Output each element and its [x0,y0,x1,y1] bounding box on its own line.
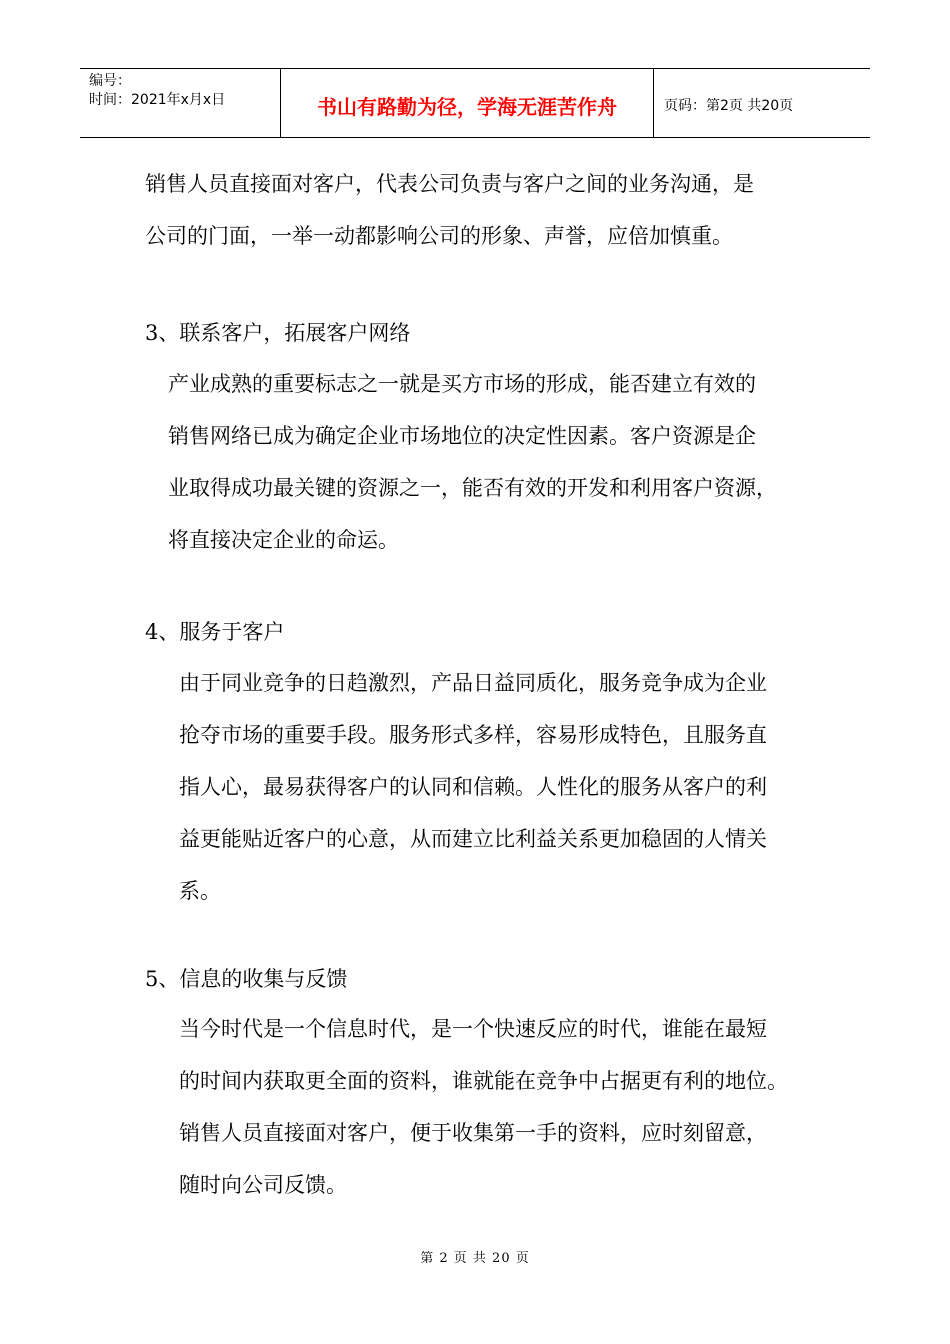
paragraph-line: 随时向公司反馈。 [179,1173,347,1197]
header-meta-cell [80,69,281,137]
footer-page-number: 第 2 页 共 20 页 [420,1251,530,1266]
section-3-paragraph [168,358,777,566]
section-4-heading: 4、服务于客户 [145,620,285,644]
header-page-info: 页码：第2页 共20页 [664,98,794,114]
intro-paragraph [145,158,754,262]
paragraph-line: 指人心，最易获得客户的认同和信赖。人性化的服务从客户的利 [179,775,767,799]
paragraph-line: 产业成熟的重要标志之一就是买方市场的形成，能否建立有效的 [168,372,756,396]
document-number-label: 编号： [89,73,131,89]
paragraph-line: 将直接决定企业的命运。 [168,528,399,552]
section-4-paragraph [179,657,767,917]
section-5-paragraph [179,1003,788,1211]
paragraph-line: 业取得成功最关键的资源之一，能否有效的开发和利用客户资源， [168,476,777,500]
paragraph-line: 销售网络已成为确定企业市场地位的决定性因素。客户资源是企 [168,424,756,448]
paragraph-line: 销售人员直接面对客户，便于收集第一手的资料，应时刻留意， [179,1121,767,1145]
paragraph-line: 公司的门面，一举一动都影响公司的形象、声誉，应倍加慎重。 [145,224,733,248]
header-motto: 书山有路勤为径，学海无涯苦作舟 [281,69,654,137]
paragraph-line: 益更能贴近客户的心意，从而建立比利益关系更加稳固的人情关 [179,827,767,851]
paragraph-line: 由于同业竞争的日趋激烈，产品日益同质化，服务竞争成为企业 [179,671,767,695]
section-5-heading: 5、信息的收集与反馈 [145,967,348,991]
header-table [80,68,870,138]
paragraph-line: 的时间内获取更全面的资料，谁就能在竞争中占据更有利的地位。 [179,1069,788,1093]
paragraph-line: 销售人员直接面对客户，代表公司负责与客户之间的业务沟通，是 [145,172,754,196]
paragraph-line: 抢夺市场的重要手段。服务形式多样，容易形成特色，且服务直 [179,723,767,747]
paragraph-line: 系。 [179,879,221,903]
document-time-label: 时间：2021年x月x日 [89,92,226,108]
paragraph-line: 当今时代是一个信息时代，是一个快速反应的时代，谁能在最短 [179,1017,767,1041]
section-3-heading: 3、联系客户，拓展客户网络 [145,321,411,345]
